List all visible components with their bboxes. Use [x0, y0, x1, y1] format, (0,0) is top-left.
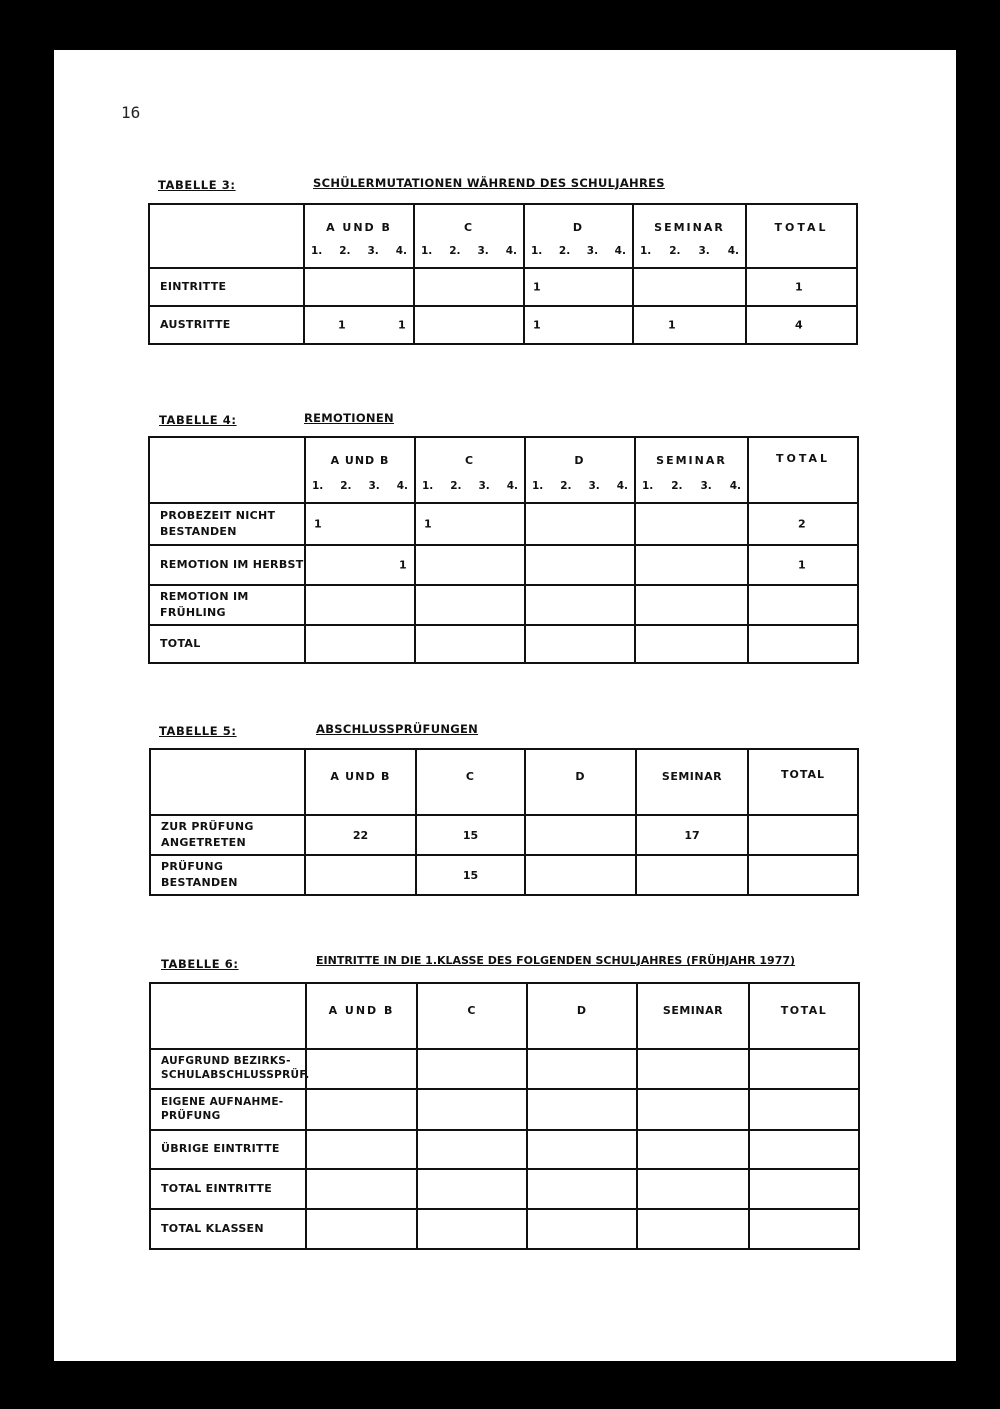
header-a-und-b: [305, 437, 415, 503]
grade-3: 3.: [478, 480, 490, 492]
header-seminar: [637, 983, 749, 1049]
grade-2: 2.: [671, 480, 683, 492]
header-total: [748, 749, 858, 815]
grade-1: 1.: [312, 480, 324, 492]
table-row: [149, 306, 857, 344]
header-empty-cell: [149, 204, 304, 268]
grade-4: 4.: [506, 480, 518, 492]
cell-a-und-b: [305, 545, 415, 585]
cell-seminar: [637, 1169, 749, 1209]
group-name: A UND B: [326, 221, 392, 234]
group-name: A UND B: [330, 770, 391, 783]
cell-seminar: [637, 1049, 749, 1089]
cell-total: [749, 1049, 859, 1089]
row-label: ÜBRIGE EINTRITTE: [150, 1130, 306, 1169]
table-4-title: REMOTIONEN: [304, 411, 394, 425]
cell-value: 1: [798, 558, 806, 572]
group-name: SEMINAR: [654, 221, 725, 234]
grade-2: 2.: [450, 480, 462, 492]
cell-c: [417, 1169, 527, 1209]
cell-seminar: [635, 503, 748, 545]
grade-1: 1.: [531, 245, 543, 257]
cell-d: [527, 1209, 637, 1249]
cell-d: [527, 1130, 637, 1169]
cell-d: [525, 855, 636, 895]
table-6-label: TABELLE 6:: [161, 957, 239, 971]
table-6-title: EINTRITTE IN DIE 1.KLASSE DES FOLGENDEN SCHULJAHRES (FRÜHJAHR 1977): [316, 954, 796, 967]
grade-subheaders: [312, 480, 408, 492]
cell-a-und-b: [305, 625, 415, 663]
cell-total: [748, 625, 858, 663]
header-total: [748, 437, 858, 503]
grade-subheaders: [421, 245, 517, 257]
row-label: PROBEZEIT NICHT BESTANDEN: [149, 503, 305, 545]
grade-3: 3.: [588, 480, 600, 492]
cell-a-und-b: [306, 1130, 417, 1169]
grade-3: 3.: [700, 480, 712, 492]
header-c: [417, 983, 527, 1049]
row-label: EINTRITTE: [149, 268, 304, 306]
table-row: [150, 1049, 859, 1089]
group-name: A UND B: [328, 1004, 395, 1017]
cell-value: 1: [668, 318, 676, 332]
table-4: [148, 436, 859, 664]
row-label: TOTAL EINTRITTE: [150, 1169, 306, 1209]
cell-d: [525, 503, 635, 545]
row-label: EIGENE AUFNAHME-PRÜFUNG: [150, 1089, 306, 1130]
header-total: [746, 204, 857, 268]
cell-c: [417, 1130, 527, 1169]
grade-3: 3.: [586, 245, 599, 257]
cell-c: [415, 545, 525, 585]
group-name: TOTAL: [774, 221, 829, 234]
group-name: C: [465, 770, 476, 783]
table-4-label: TABELLE 4:: [159, 413, 237, 427]
header-seminar: [635, 437, 748, 503]
grade-1: 1.: [640, 245, 652, 257]
cell-c: [415, 503, 525, 545]
grade-2: 2.: [669, 245, 681, 257]
grade-subheaders: [531, 245, 626, 257]
cell-total: [746, 306, 857, 344]
cell-d: [525, 815, 636, 855]
cell-total: [749, 1130, 859, 1169]
cell-total: [746, 268, 857, 306]
header-seminar: [636, 749, 748, 815]
cell-value: 1: [314, 517, 322, 531]
cell-d: [527, 1169, 637, 1209]
cell-d: [527, 1049, 637, 1089]
cell-d: [525, 545, 635, 585]
grade-2: 2.: [340, 480, 352, 492]
cell-c: [415, 585, 525, 625]
cell-a-und-b: [306, 1169, 417, 1209]
header-a-und-b: [305, 749, 416, 815]
header-c: [416, 749, 525, 815]
header-a-und-b: [306, 983, 417, 1049]
cell-seminar: [637, 1089, 749, 1130]
table-row: [150, 1130, 859, 1169]
header-d: [524, 204, 633, 268]
group-name: C: [464, 454, 476, 467]
header-seminar: [633, 204, 746, 268]
table-row: [150, 815, 858, 855]
cell-c: [417, 1209, 527, 1249]
group-name: TOTAL: [775, 452, 831, 465]
grade-1: 1.: [642, 480, 654, 492]
group-name: D: [574, 454, 586, 467]
page-number: 16: [121, 103, 141, 122]
group-name: TOTAL: [780, 1004, 828, 1017]
group-name: C: [463, 221, 475, 234]
cell-seminar: [636, 855, 748, 895]
document-page: [54, 50, 956, 1361]
grade-4: 4.: [396, 480, 408, 492]
cell-c: 15: [416, 815, 525, 855]
grade-3: 3.: [367, 245, 379, 257]
group-name: C: [467, 1004, 477, 1017]
cell-seminar: [633, 268, 746, 306]
cell-a-und-b: [305, 503, 415, 545]
table-3-title: SCHÜLERMUTATIONEN WÄHREND DES SCHULJAHRES: [313, 176, 665, 190]
cell-seminar: [635, 625, 748, 663]
grade-3: 3.: [477, 245, 489, 257]
table-4-header-row: [149, 437, 858, 503]
group-name: SEMINAR: [662, 1004, 724, 1017]
cell-seminar: [635, 545, 748, 585]
header-empty-cell: [150, 749, 305, 815]
grade-4: 4.: [395, 245, 407, 257]
row-label: ZUR PRÜFUNG ANGETRETEN: [150, 815, 305, 855]
cell-value: 1: [533, 280, 541, 294]
header-empty-cell: [149, 437, 305, 503]
cell-a-und-b: [306, 1089, 417, 1130]
cell-c: [414, 268, 524, 306]
header-d: [527, 983, 637, 1049]
cell-a-und-b: [304, 268, 414, 306]
row-label: AUFGRUND BEZIRKS-SCHULABSCHLUSSPRÜF.: [150, 1049, 306, 1089]
grade-1: 1.: [311, 245, 323, 257]
table-row: [149, 585, 858, 625]
grade-2: 2.: [560, 480, 572, 492]
table-row: [149, 503, 858, 545]
grade-4: 4.: [727, 245, 739, 257]
grade-1: 1.: [422, 480, 434, 492]
header-c: [415, 437, 525, 503]
grade-1: 1.: [532, 480, 544, 492]
table-5-label: TABELLE 5:: [159, 724, 237, 738]
cell-seminar: [637, 1130, 749, 1169]
table-6: [149, 982, 860, 1250]
row-label: TOTAL: [149, 625, 305, 663]
cell-seminar: [635, 585, 748, 625]
table-5: [149, 748, 859, 896]
group-name: TOTAL: [780, 768, 826, 781]
cell-total: [749, 1169, 859, 1209]
table-3-label: TABELLE 3:: [158, 178, 236, 192]
header-d: [525, 749, 636, 815]
cell-total: [749, 1209, 859, 1249]
row-label: REMOTION IM FRÜHLING: [149, 585, 305, 625]
cell-c: [414, 306, 524, 344]
row-label: REMOTION IM HERBST: [149, 545, 305, 585]
cell-c: 15: [416, 855, 525, 895]
grade-1: 1.: [421, 245, 433, 257]
cell-d: [525, 625, 635, 663]
table-5-header-row: [150, 749, 858, 815]
table-3-header-row: [149, 204, 857, 268]
cell-value: 1: [424, 517, 432, 531]
table-5-title: ABSCHLUSSPRÜFUNGEN: [316, 722, 479, 736]
grade-4: 4.: [505, 245, 517, 257]
grade-2: 2.: [339, 245, 351, 257]
cell-d: [525, 585, 635, 625]
table-row: [149, 625, 858, 663]
cell-a-und-b: [304, 306, 414, 344]
group-name: D: [576, 1004, 588, 1017]
cell-c: [417, 1049, 527, 1089]
cell-value: 1: [795, 280, 803, 294]
grade-4: 4.: [614, 245, 626, 257]
header-a-und-b: [304, 204, 414, 268]
group-name: SEMINAR: [661, 770, 723, 783]
group-name: D: [572, 221, 585, 234]
group-name: SEMINAR: [656, 454, 727, 467]
cell-value: 1: [338, 318, 346, 332]
cell-d: [524, 306, 633, 344]
grade-4: 4.: [616, 480, 628, 492]
table-row: [149, 268, 857, 306]
table-row: [150, 855, 858, 895]
grade-subheaders: [422, 480, 518, 492]
cell-total: [748, 503, 858, 545]
cell-c: [417, 1089, 527, 1130]
header-total: [749, 983, 859, 1049]
cell-value: 1: [398, 318, 406, 332]
grade-4: 4.: [729, 480, 741, 492]
cell-a-und-b: [305, 585, 415, 625]
cell-total: [748, 815, 858, 855]
cell-total: [749, 1089, 859, 1130]
header-c: [414, 204, 524, 268]
cell-c: [415, 625, 525, 663]
grade-3: 3.: [368, 480, 380, 492]
row-label: AUSTRITTE: [149, 306, 304, 344]
group-name: A UND B: [330, 454, 390, 467]
cell-total: [748, 585, 858, 625]
cell-value: 1: [533, 318, 541, 332]
cell-total: [748, 545, 858, 585]
table-3: [148, 203, 858, 345]
table-row: [150, 1169, 859, 1209]
cell-a-und-b: 22: [305, 815, 416, 855]
cell-seminar: [633, 306, 746, 344]
table-6-header-row: [150, 983, 859, 1049]
header-d: [525, 437, 635, 503]
cell-a-und-b: [306, 1209, 417, 1249]
grade-subheaders: [640, 245, 739, 257]
group-name: D: [575, 770, 586, 783]
cell-a-und-b: [305, 855, 416, 895]
grade-2: 2.: [558, 245, 571, 257]
table-row: [150, 1089, 859, 1130]
cell-total: [748, 855, 858, 895]
cell-value: 1: [399, 558, 407, 572]
cell-d: [524, 268, 633, 306]
grade-subheaders: [311, 245, 407, 257]
table-row: [150, 1209, 859, 1249]
header-empty-cell: [150, 983, 306, 1049]
grade-2: 2.: [449, 245, 461, 257]
cell-seminar: 17: [636, 815, 748, 855]
cell-value: 4: [795, 318, 803, 332]
row-label: TOTAL KLASSEN: [150, 1209, 306, 1249]
grade-subheaders: [642, 480, 741, 492]
cell-seminar: [637, 1209, 749, 1249]
cell-value: 2: [798, 517, 806, 531]
grade-subheaders: [532, 480, 628, 492]
table-row: [149, 545, 858, 585]
grade-3: 3.: [698, 245, 710, 257]
cell-d: [527, 1089, 637, 1130]
cell-a-und-b: [306, 1049, 417, 1089]
row-label: PRÜFUNG BESTANDEN: [150, 855, 305, 895]
